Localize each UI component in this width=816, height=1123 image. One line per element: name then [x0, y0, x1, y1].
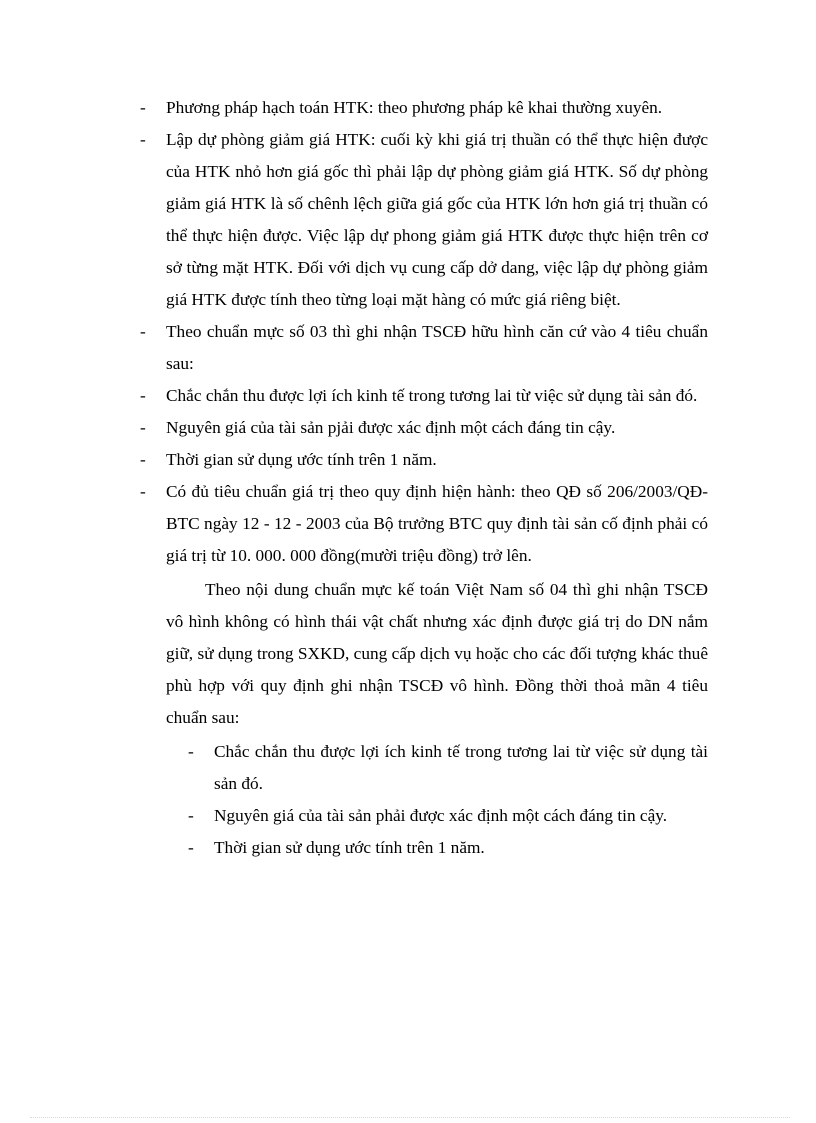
- list-item: [140, 380, 708, 412]
- sub-list-item-text: Nguyên giá của tài sản phải được xác định một cách đáng tin cậy.: [214, 806, 668, 825]
- bullet-dash: -: [140, 98, 146, 117]
- list-item: [140, 316, 708, 380]
- bullet-dash: -: [140, 418, 146, 437]
- sub-list-item: [188, 736, 708, 800]
- list-item-text: Chắc chắn thu được lợi ích kinh tế trong tương lai từ việc sử dụng tài sản đó.: [166, 386, 698, 405]
- body-paragraph: Theo nội dung chuẩn mực kế toán Việt Nam số 04 thì ghi nhận TSCĐ vô hình không có hình thái vật chất nhưng xác định được giá trị do DN nắm giữ, sử dụng trong SXKD, cung cấp dịch vụ hoặc cho các đối tượng khác thuê phù hợp với quy định ghi nhận TSCĐ vô hình. Đồng thời thoả mãn 4 tiêu chuẩn sau:: [166, 580, 708, 727]
- bullet-dash: -: [140, 322, 146, 341]
- bullet-dash: -: [140, 450, 146, 469]
- sub-list-item: [188, 800, 708, 832]
- bullet-dash: -: [140, 386, 146, 405]
- list-item: [140, 444, 708, 476]
- list-item: [140, 476, 708, 572]
- list-item: [140, 124, 708, 316]
- list-item-text: Nguyên giá của tài sản pjải được xác định một cách đáng tin cậy.: [166, 418, 616, 437]
- list-item-text: Lập dự phòng giảm giá HTK: cuối kỳ khi giá trị thuần có thể thực hiện được của HTK nhỏ hơn giá gốc thì phải lập dự phòng giảm giá HTK. Số dự phòng giảm giá HTK là số chênh lệch giữa giá gốc của HTK lớn hơn giá trị thuần có thể thực hiện được. Việc lập dự phong giảm giá HTK được thực hiện trên cơ sở từng mặt HTK. Đối với dịch vụ cung cấp dở dang, việc lập dự phòng giảm giá HTK được tính theo từng loại mặt hàng có mức giá riêng biệt.: [166, 130, 708, 309]
- bullet-dash: -: [188, 838, 194, 857]
- footer-divider: [30, 1117, 790, 1118]
- list-item-text: Thời gian sử dụng ước tính trên 1 năm.: [166, 450, 437, 469]
- sub-list-item-text: Thời gian sử dụng ước tính trên 1 năm.: [214, 838, 485, 857]
- page-content: [140, 92, 708, 864]
- list-item-text: Theo chuẩn mực số 03 thì ghi nhận TSCĐ hữu hình căn cứ vào 4 tiêu chuẩn sau:: [166, 322, 708, 373]
- bullet-dash: -: [140, 482, 146, 501]
- sub-list-item-text: Chắc chắn thu được lợi ích kinh tế trong tương lai từ việc sử dụng tài sản đó.: [214, 742, 708, 793]
- list-item-text: Có đủ tiêu chuẩn giá trị theo quy định hiện hành: theo QĐ số 206/2003/QĐ- BTC ngày 12 - 12 - 2003 của Bộ trưởng BTC quy định tài sản cố định phải có giá trị từ 10. 000. 000 đồng(mười triệu đồng) trở lên.: [166, 482, 708, 565]
- list-item: [140, 92, 708, 124]
- sub-list: [188, 736, 708, 864]
- list-item: [140, 412, 708, 444]
- sub-list-item: [188, 832, 708, 864]
- list-item-text: Phương pháp hạch toán HTK: theo phương pháp kê khai thường xuyên.: [166, 98, 663, 117]
- bullet-dash: -: [140, 130, 146, 149]
- bullet-dash: -: [188, 742, 194, 761]
- bullet-dash: -: [188, 806, 194, 825]
